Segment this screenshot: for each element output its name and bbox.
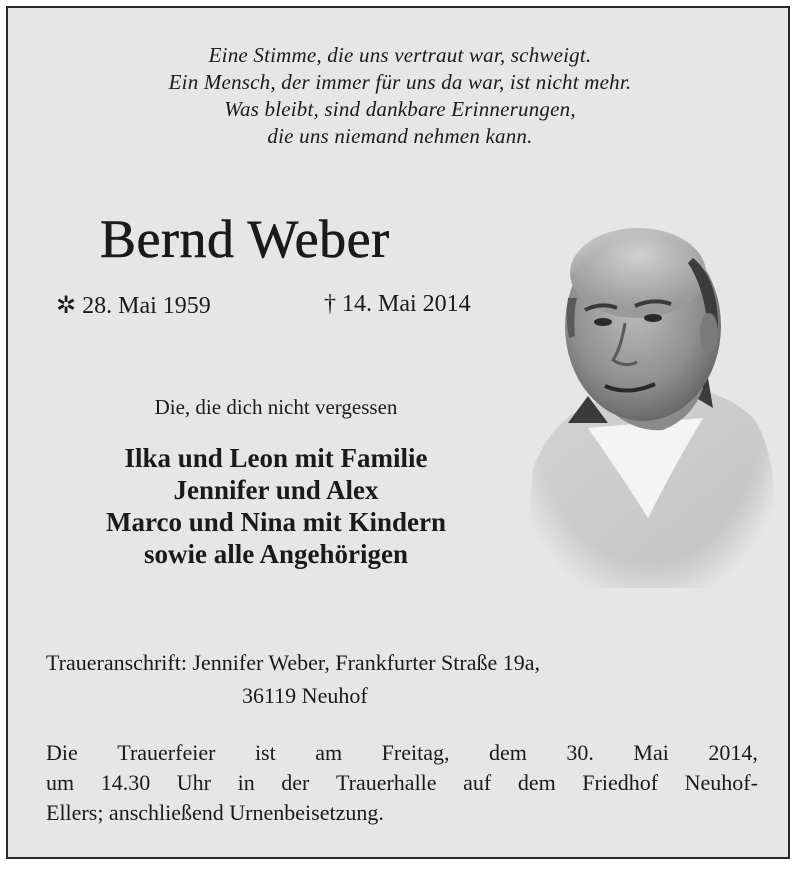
service-word: ist xyxy=(254,740,276,765)
service-line-1 xyxy=(46,738,758,768)
service-word: am xyxy=(315,740,343,765)
service-word: Friedhof xyxy=(582,770,659,795)
service-word: Neuhof- xyxy=(684,770,758,795)
service-word: Trauerfeier xyxy=(117,740,216,765)
portrait-image xyxy=(513,218,783,598)
service-word: Die xyxy=(46,740,78,765)
mourners-intro: Die, die dich nicht vergessen xyxy=(154,395,398,419)
mourner-line: Marco und Nina mit Kindern xyxy=(105,507,447,537)
service-word: 2014, xyxy=(708,740,758,765)
mourning-address xyxy=(46,646,540,712)
mourners-list xyxy=(8,442,544,570)
poem-line: die uns niemand nehmen kann. xyxy=(267,124,533,148)
service-word: dem xyxy=(489,740,527,765)
service-word: in xyxy=(237,770,255,795)
mourner-line: Ilka und Leon mit Familie xyxy=(124,443,428,473)
address-line-2: 36119 Neuhof xyxy=(242,683,368,708)
poem-line: Eine Stimme, die uns vertraut war, schweigt. xyxy=(208,43,592,67)
service-word: 30. xyxy=(566,740,594,765)
service-word: 14.30 xyxy=(100,770,151,795)
funeral-service-info xyxy=(46,738,758,828)
address-line-1: Traueranschrift: Jennifer Weber, Frankfurter Straße 19a, xyxy=(46,650,541,675)
service-word: Freitag, xyxy=(381,740,450,765)
service-word: der xyxy=(281,770,310,795)
service-line-3: Ellers; anschließend Urnenbeisetzung. xyxy=(46,800,384,825)
mourner-line: Jennifer und Alex xyxy=(173,475,379,505)
obituary-frame xyxy=(6,6,790,859)
service-word: auf xyxy=(463,770,492,795)
service-word: dem xyxy=(517,770,556,795)
service-word: Trauerhalle xyxy=(335,770,437,795)
poem-line: Was bleibt, sind dankbare Erinnerungen, xyxy=(224,97,576,121)
mourner-line: sowie alle Angehörigen xyxy=(144,539,408,569)
service-word: Uhr xyxy=(176,770,211,795)
poem-line: Ein Mensch, der immer für uns da war, ist nicht mehr. xyxy=(168,70,632,94)
deceased-name: Bernd Weber xyxy=(100,209,390,269)
service-line-2 xyxy=(46,768,758,798)
birth-date: ✲ 28. Mai 1959 xyxy=(56,293,211,319)
death-date: † 14. Mai 2014 xyxy=(324,291,471,317)
service-word: um xyxy=(46,770,75,795)
poem xyxy=(8,42,792,150)
service-word: Mai xyxy=(633,740,669,765)
portrait-photo xyxy=(513,218,783,598)
